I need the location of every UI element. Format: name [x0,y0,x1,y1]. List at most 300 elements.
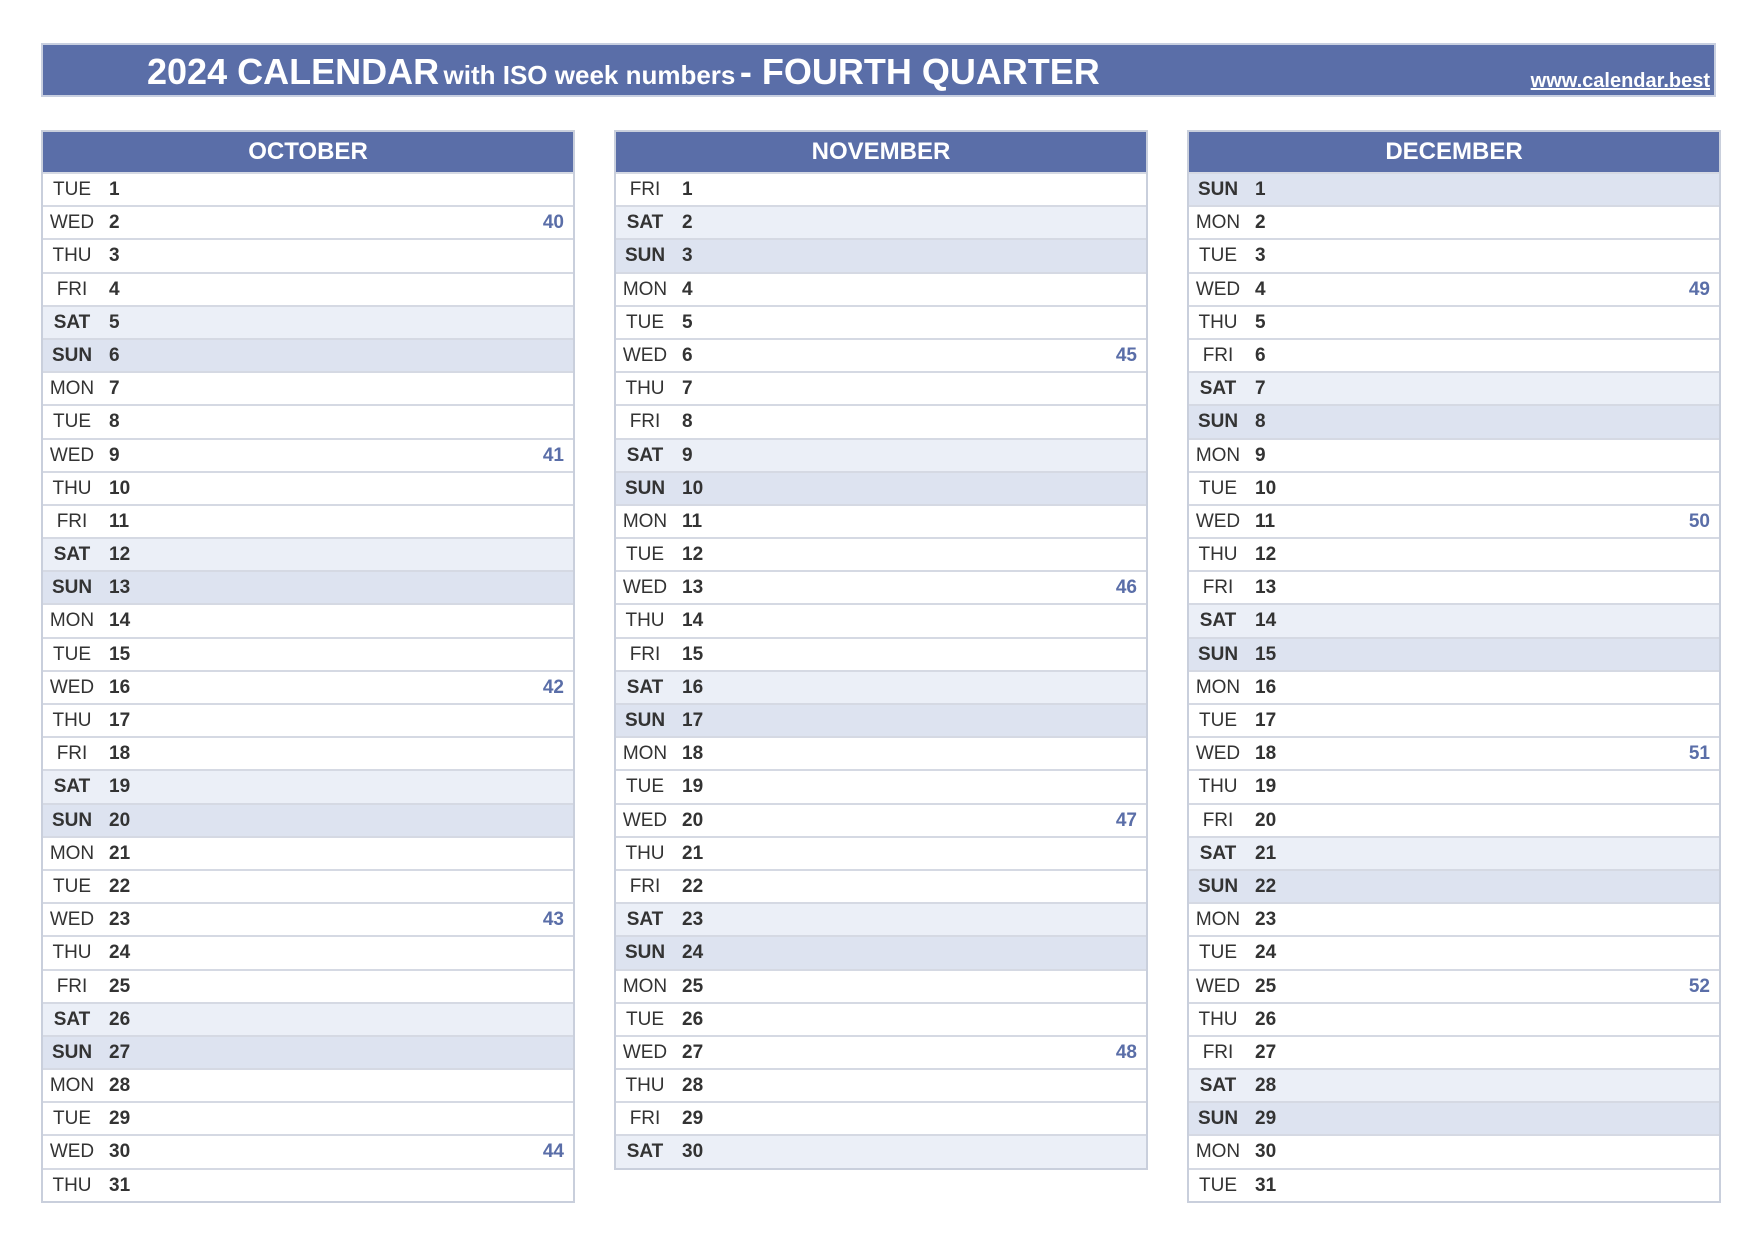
iso-week-number: 43 [542,909,564,931]
day-number: 27 [109,1041,131,1063]
weekday-label: WED [49,909,95,931]
day-number: 20 [682,809,704,831]
iso-week-number: 40 [542,212,564,234]
day-row [43,371,573,404]
weekday-label: TUE [53,875,91,897]
day-row [43,1134,573,1167]
day-number: 16 [1255,676,1277,698]
day-row [616,205,1146,238]
day-row [43,305,573,338]
day-number: 20 [109,809,131,831]
day-row [1189,205,1719,238]
weekday-label: WED [49,1141,95,1163]
day-row [43,1068,573,1101]
day-row [43,570,573,603]
weekday-label: TUE [1199,245,1237,267]
day-number: 13 [109,577,131,599]
weekday-label: TUE [1199,477,1237,499]
day-number: 10 [109,477,131,499]
month-header: DECEMBER [1189,132,1719,172]
day-row [616,703,1146,736]
weekday-label: WED [1195,278,1241,300]
day-row [616,438,1146,471]
day-row [1189,537,1719,570]
weekday-label: TUE [53,179,91,200]
weekday-label: THU [625,842,665,864]
day-row [616,338,1146,371]
day-number: 27 [1255,1041,1277,1063]
day-number: 2 [109,212,120,234]
weekday-label: MON [49,378,95,400]
weekday-label: FRI [1202,344,1234,366]
weekday-label: WED [1195,743,1241,765]
weekday-label: SAT [1199,842,1237,864]
weekday-label: SUN [51,809,93,831]
day-row [616,404,1146,437]
iso-week-number: 49 [1688,278,1710,300]
weekday-label: SAT [626,909,664,931]
day-number: 6 [109,344,120,366]
day-row [43,205,573,238]
day-row [616,603,1146,636]
iso-week-number: 48 [1115,1041,1137,1063]
day-number: 25 [682,975,704,997]
iso-week-number: 51 [1688,743,1710,765]
day-number: 10 [682,477,704,499]
weekday-label: MON [1195,676,1241,698]
day-number: 4 [1255,278,1266,300]
weekday-label: WED [1195,510,1241,532]
month-december [1187,130,1721,1203]
weekday-label: SUN [1197,179,1239,200]
day-row [616,736,1146,769]
day-row [616,935,1146,968]
weekday-label: WED [49,444,95,466]
day-number: 18 [682,743,704,765]
weekday-label: FRI [1202,577,1234,599]
day-row [43,1168,573,1201]
weekday-label: SUN [624,245,666,267]
day-number: 22 [109,875,131,897]
day-number: 8 [1255,411,1266,433]
day-row [43,869,573,902]
weekday-label: FRI [629,179,661,200]
day-row [1189,803,1719,836]
day-number: 16 [109,676,131,698]
weekday-label: TUE [1199,1174,1237,1196]
day-number: 1 [1255,179,1266,200]
day-number: 23 [1255,909,1277,931]
day-number: 26 [1255,1008,1277,1030]
day-number: 27 [682,1041,704,1063]
weekday-label: SAT [626,212,664,234]
day-number: 28 [109,1075,131,1097]
day-row [1189,471,1719,504]
day-row [43,603,573,636]
day-row [1189,238,1719,271]
weekday-label: THU [52,477,92,499]
iso-week-number: 46 [1115,577,1137,599]
weekday-label: SUN [1197,1108,1239,1130]
iso-week-number: 41 [542,444,564,466]
weekday-label: SAT [1199,1075,1237,1097]
weekday-label: MON [622,510,668,532]
day-row [43,404,573,437]
month-header: NOVEMBER [616,132,1146,172]
day-number: 31 [109,1174,131,1196]
day-number: 8 [682,411,693,433]
day-row [616,902,1146,935]
day-row [1189,836,1719,869]
weekday-label: THU [625,378,665,400]
day-number: 14 [1255,610,1277,632]
day-number: 17 [1255,710,1277,731]
day-row [1189,1101,1719,1134]
day-number: 21 [682,842,704,864]
day-number: 11 [682,510,703,532]
day-number: 2 [682,212,693,234]
day-number: 5 [682,311,693,333]
day-number: 14 [682,610,704,632]
day-number: 23 [682,909,704,931]
weekday-label: WED [622,1041,668,1063]
day-row [1189,902,1719,935]
day-row [43,803,573,836]
day-row [616,1101,1146,1134]
weekday-label: THU [52,710,92,731]
day-row [43,703,573,736]
day-row [43,1101,573,1134]
weekday-label: FRI [629,1108,661,1130]
day-number: 17 [682,710,704,731]
weekday-label: WED [49,212,95,234]
day-number: 11 [109,510,130,532]
day-number: 10 [1255,477,1277,499]
day-number: 21 [1255,842,1277,864]
day-number: 3 [1255,245,1266,267]
day-number: 6 [1255,344,1266,366]
iso-week-number: 47 [1115,809,1137,831]
weekday-label: SAT [626,676,664,698]
day-number: 25 [109,975,131,997]
day-row [43,836,573,869]
day-row [616,371,1146,404]
day-number: 18 [109,743,131,765]
day-number: 7 [109,378,120,400]
day-row [616,836,1146,869]
day-number: 7 [1255,378,1266,400]
weekday-label: MON [622,975,668,997]
day-number: 9 [109,444,120,466]
weekday-label: WED [622,577,668,599]
day-number: 12 [1255,544,1277,566]
day-number: 18 [1255,743,1277,765]
day-number: 9 [682,444,693,466]
day-number: 19 [682,776,704,798]
weekday-label: FRI [1202,809,1234,831]
weekday-label: SUN [624,942,666,964]
iso-week-number: 44 [542,1141,564,1163]
day-number: 24 [682,942,704,964]
weekday-label: MON [622,743,668,765]
day-number: 29 [109,1108,131,1130]
day-row [616,570,1146,603]
title-quarter: - FOURTH QUARTER [739,51,1100,92]
weekday-label: FRI [629,643,661,665]
weekday-label: THU [1198,1008,1238,1030]
day-row [43,769,573,802]
day-number: 19 [1255,776,1277,798]
day-number: 4 [109,278,120,300]
day-row [616,637,1146,670]
day-number: 26 [109,1008,131,1030]
weekday-label: SAT [626,444,664,466]
day-row [43,1035,573,1068]
day-number: 25 [1255,975,1277,997]
day-row [43,471,573,504]
weekday-label: SAT [1199,610,1237,632]
day-row [43,172,573,205]
day-number: 31 [1255,1174,1277,1196]
weekday-label: FRI [56,975,88,997]
weekday-label: SUN [1197,643,1239,665]
day-number: 29 [1255,1108,1277,1130]
day-number: 3 [682,245,693,267]
day-number: 13 [682,577,704,599]
day-row [616,1002,1146,1035]
day-number: 22 [682,875,704,897]
weekday-label: WED [622,809,668,831]
day-row [616,1134,1146,1167]
weekday-label: TUE [1199,710,1237,731]
weekday-label: SAT [1199,378,1237,400]
day-number: 29 [682,1108,704,1130]
day-number: 3 [109,245,120,267]
iso-week-number: 50 [1688,510,1710,532]
day-number: 5 [109,311,120,333]
day-row [616,670,1146,703]
day-number: 8 [109,411,120,433]
weekday-label: SUN [624,477,666,499]
day-number: 5 [1255,311,1266,333]
day-row [43,935,573,968]
day-row [1189,935,1719,968]
day-number: 14 [109,610,131,632]
page-title [147,51,1100,93]
day-row [43,238,573,271]
weekday-label: THU [52,1174,92,1196]
month-october [41,130,575,1203]
day-row [1189,1002,1719,1035]
weekday-label: TUE [626,776,664,798]
weekday-label: MON [49,610,95,632]
day-row [1189,670,1719,703]
day-row [43,338,573,371]
day-number: 1 [682,179,693,200]
day-row [43,736,573,769]
weekday-label: WED [49,676,95,698]
weekday-label: SUN [624,710,666,731]
day-row [43,902,573,935]
day-row [1189,1035,1719,1068]
day-number: 6 [682,344,693,366]
weekday-label: TUE [53,643,91,665]
day-row [1189,338,1719,371]
weekday-label: THU [1198,544,1238,566]
day-row [616,238,1146,271]
day-number: 21 [109,842,131,864]
day-number: 22 [1255,875,1277,897]
title-banner [41,43,1716,97]
day-row [1189,1068,1719,1101]
day-row [1189,404,1719,437]
day-list [43,172,573,1201]
weekday-label: SUN [1197,875,1239,897]
day-row [43,1002,573,1035]
day-row [1189,736,1719,769]
website-link[interactable]: www.calendar.best [1530,70,1710,92]
day-number: 28 [682,1075,704,1097]
day-number: 11 [1255,510,1276,532]
month-november [614,130,1148,1170]
title-subtitle: with ISO week numbers [443,60,736,90]
day-number: 15 [1255,643,1277,665]
weekday-label: SAT [626,1141,664,1163]
day-number: 4 [682,278,693,300]
day-row [616,803,1146,836]
day-number: 30 [682,1141,704,1163]
weekday-label: FRI [629,875,661,897]
weekday-label: THU [52,245,92,267]
day-row [1189,272,1719,305]
weekday-label: SAT [53,776,91,798]
weekday-label: SUN [1197,411,1239,433]
day-row [616,1035,1146,1068]
day-number: 24 [109,942,131,964]
day-number: 28 [1255,1075,1277,1097]
day-row [616,504,1146,537]
weekday-label: SAT [53,1008,91,1030]
weekday-label: TUE [626,311,664,333]
day-number: 30 [109,1141,131,1163]
day-number: 30 [1255,1141,1277,1163]
day-row [43,438,573,471]
day-number: 15 [109,643,131,665]
weekday-label: FRI [629,411,661,433]
day-row [43,670,573,703]
day-row [1189,637,1719,670]
weekday-label: THU [1198,311,1238,333]
day-number: 15 [682,643,704,665]
weekday-label: TUE [1199,942,1237,964]
weekday-label: MON [49,842,95,864]
weekday-label: THU [1198,776,1238,798]
day-row [1189,1134,1719,1167]
day-number: 20 [1255,809,1277,831]
day-row [616,869,1146,902]
weekday-label: TUE [53,1108,91,1130]
weekday-label: TUE [626,1008,664,1030]
iso-week-number: 52 [1688,975,1710,997]
weekday-label: MON [1195,444,1241,466]
day-row [1189,570,1719,603]
weekday-label: THU [625,610,665,632]
day-row [616,537,1146,570]
day-row [43,537,573,570]
day-row [616,1068,1146,1101]
day-row [1189,1168,1719,1201]
weekday-label: SUN [51,1041,93,1063]
day-row [1189,969,1719,1002]
day-row [616,969,1146,1002]
day-number: 26 [682,1008,704,1030]
weekday-label: FRI [56,278,88,300]
weekday-label: MON [1195,909,1241,931]
day-row [43,504,573,537]
day-row [616,172,1146,205]
weekday-label: SUN [51,577,93,599]
day-list [616,172,1146,1168]
day-row [1189,371,1719,404]
day-row [1189,305,1719,338]
day-row [1189,703,1719,736]
weekday-label: FRI [56,743,88,765]
day-row [1189,869,1719,902]
weekday-label: MON [1195,1141,1241,1163]
day-number: 9 [1255,444,1266,466]
weekday-label: SUN [51,344,93,366]
day-row [616,305,1146,338]
day-row [616,272,1146,305]
day-list [1189,172,1719,1201]
day-number: 19 [109,776,131,798]
weekday-label: THU [52,942,92,964]
weekday-label: MON [49,1075,95,1097]
day-number: 16 [682,676,704,698]
day-row [43,272,573,305]
iso-week-number: 42 [542,676,564,698]
day-row [1189,603,1719,636]
weekday-label: WED [1195,975,1241,997]
day-number: 17 [109,710,131,731]
day-row [43,637,573,670]
month-header: OCTOBER [43,132,573,172]
weekday-label: FRI [56,510,88,532]
weekday-label: FRI [1202,1041,1234,1063]
weekday-label: SAT [53,311,91,333]
weekday-label: TUE [626,544,664,566]
weekday-label: SAT [53,544,91,566]
day-number: 13 [1255,577,1277,599]
day-row [1189,504,1719,537]
day-row [616,471,1146,504]
day-number: 24 [1255,942,1277,964]
day-row [1189,438,1719,471]
weekday-label: THU [625,1075,665,1097]
day-row [1189,769,1719,802]
weekday-label: MON [1195,212,1241,234]
day-row [1189,172,1719,205]
day-row [616,769,1146,802]
weekday-label: TUE [53,411,91,433]
iso-week-number: 45 [1115,344,1137,366]
day-number: 12 [682,544,704,566]
day-number: 12 [109,544,131,566]
day-row [43,969,573,1002]
title-year-calendar: 2024 CALENDAR [147,51,440,92]
weekday-label: MON [622,278,668,300]
day-number: 23 [109,909,131,931]
